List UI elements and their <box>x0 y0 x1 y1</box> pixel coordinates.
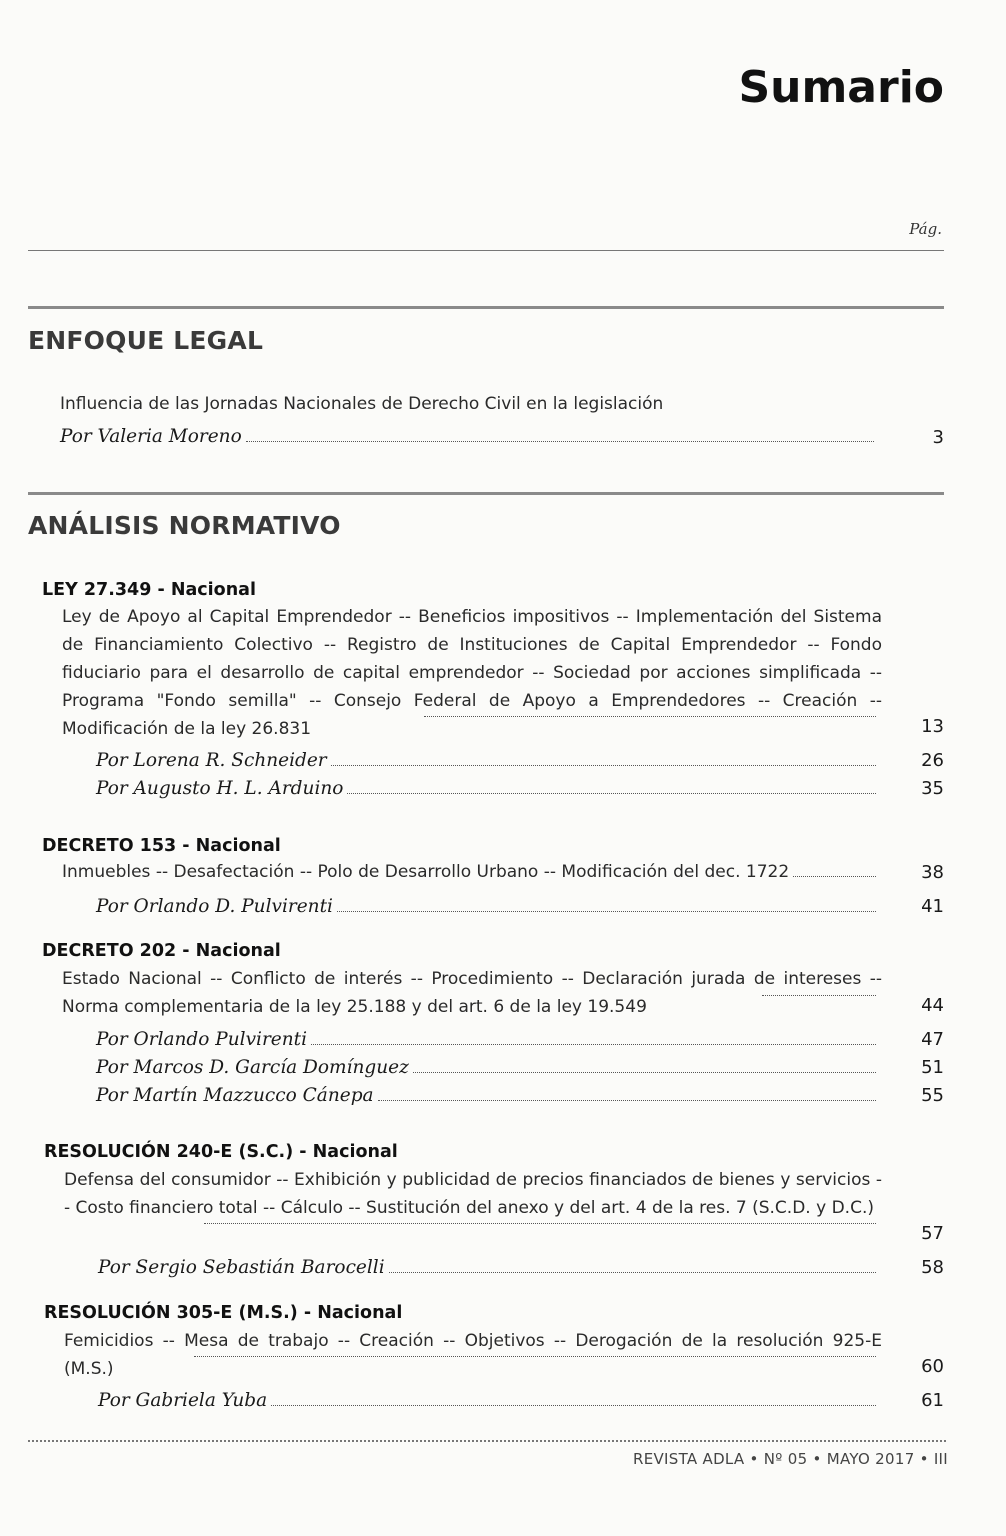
page-number: 58 <box>921 1257 944 1278</box>
section-divider <box>28 306 944 309</box>
page-number: 57 <box>921 1223 944 1244</box>
page-number: 41 <box>921 896 944 917</box>
section-title-analisis-normativo: ANÁLISIS NORMATIVO <box>28 511 341 540</box>
page-number: 38 <box>921 862 944 883</box>
entry-author: Por Sergio Sebastián Barocelli <box>98 1257 880 1278</box>
entry-author: Por Lorena R. Schneider <box>96 750 880 771</box>
page-number: 35 <box>921 778 944 799</box>
page-number: 13 <box>921 716 944 737</box>
page-number: 47 <box>921 1029 944 1050</box>
entry-author: Por Gabriela Yuba <box>98 1390 880 1411</box>
page-title: Sumario <box>738 62 944 113</box>
entry-author: Por Orlando Pulvirenti <box>96 1029 880 1050</box>
dot-leader-row <box>200 1223 880 1229</box>
entry-heading: DECRETO 202 - Nacional <box>42 941 281 961</box>
entry-heading: DECRETO 153 - Nacional <box>42 836 281 856</box>
section-title-enfoque-legal: ENFOQUE LEGAL <box>28 326 264 355</box>
page-number: 3 <box>932 427 944 448</box>
page-number: 61 <box>921 1390 944 1411</box>
entry-author: Por Valeria Moreno <box>60 426 878 447</box>
page-number: 55 <box>921 1085 944 1106</box>
entry-author: Por Martín Mazzucco Cánepa <box>96 1085 880 1106</box>
page-number: 51 <box>921 1057 944 1078</box>
entry-description: Estado Nacional -- Conflicto de interés -- Procedimiento -- Declaración jurada de intereses -- Norma complementaria de la ley 25.188 y del art. 6 de la ley 19.549 <box>62 969 882 1017</box>
entry-description: Inmuebles -- Desafectación -- Polo de Desarrollo Urbano -- Modificación del dec. 1722 <box>62 862 880 882</box>
page-number: 60 <box>921 1356 944 1377</box>
entry-heading: LEY 27.349 - Nacional <box>42 580 256 600</box>
page-column-label: Pág. <box>909 220 942 238</box>
footer-text: REVISTA ADLA • Nº 05 • MAYO 2017 • III <box>632 1450 948 1468</box>
section-divider <box>28 492 944 495</box>
entry-description: Defensa del consumidor -- Exhibición y publicidad de precios financiados de bienes y servicios -- Costo financiero total -- Cálculo -- Sustitución del anexo y del art. 4 de la res. 7 (S.C.D. y D.C.) <box>64 1170 882 1218</box>
entry-author: Por Augusto H. L. Arduino <box>96 778 880 799</box>
entry-author: Por Orlando D. Pulvirenti <box>96 896 880 917</box>
dot-leader-row <box>190 1356 880 1362</box>
dot-leader-row <box>420 716 880 722</box>
entry-description: Ley de Apoyo al Capital Emprendedor -- Beneficios impositivos -- Implementación del Sistema de Financiamiento Colectivo -- Registro de Instituciones de Capital Emprendedor -- Fondo fiduciario para el desarrollo de capital emprendedor -- Sociedad por acciones simplificada -- Programa "Fondo semilla" -- Consejo Federal de Apoyo a Emprendedores -- Creación -- Modificación de la ley 26.831 <box>62 607 882 739</box>
header-divider <box>28 250 944 251</box>
entry-author: Por Marcos D. García Domínguez <box>96 1057 880 1078</box>
page-number: 26 <box>921 750 944 771</box>
page-number: 44 <box>921 995 944 1016</box>
entry-description: Influencia de las Jornadas Nacionales de Derecho Civil en la legislación <box>60 394 664 414</box>
footer-divider <box>28 1440 946 1442</box>
entry-heading: RESOLUCIÓN 305-E (M.S.) - Nacional <box>44 1303 403 1323</box>
entry-description: Femicidios -- Mesa de trabajo -- Creación -- Objetivos -- Derogación de la resolución 925-E (M.S.) <box>64 1331 882 1379</box>
entry-heading: RESOLUCIÓN 240-E (S.C.) - Nacional <box>44 1142 398 1162</box>
dot-leader-row <box>758 995 880 1001</box>
